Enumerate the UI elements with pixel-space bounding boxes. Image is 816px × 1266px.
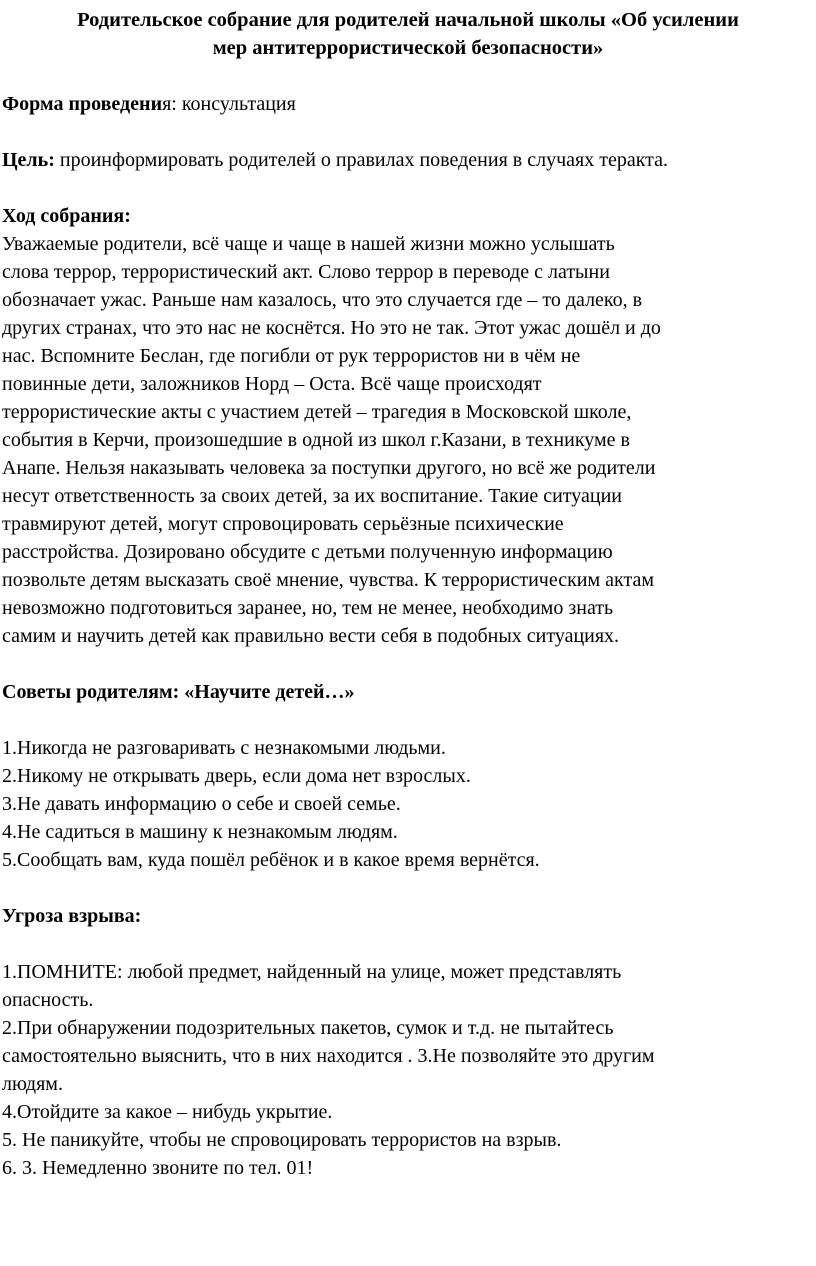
- course-line: невозможно подготовиться заранее, но, тем не менее, необходимо знать: [2, 597, 614, 619]
- course-line: несут ответственность за своих детей, за их воспитание. Такие ситуации: [2, 485, 622, 507]
- course-line: события в Керчи, произошедшие в одной из школ г.Казани, в техникуме в: [2, 429, 630, 451]
- course-line: расстройства. Дозировано обсудите с детьми полученную информацию: [2, 541, 613, 563]
- threat-list: [2, 958, 814, 1182]
- advice-list: [2, 734, 814, 874]
- course-line: террористические акты с участием детей – трагедия в Московской школе,: [2, 401, 632, 423]
- course-line: нас. Вспомните Беслан, где погибли от рук террористов ни в чём не: [2, 345, 581, 367]
- course-line: позвольте детям высказать своё мнение, чувства. К террористическим актам: [2, 569, 655, 591]
- form-value: я: консультация: [162, 93, 296, 115]
- goal-paragraph: [2, 146, 814, 174]
- course-line: слова террор, террористический акт. Слово террор в переводе с латыни: [2, 261, 610, 283]
- goal-label: Цель:: [2, 149, 55, 171]
- advice-heading: Советы родителям: «Научите детей…»: [2, 681, 355, 703]
- course-body: [2, 230, 814, 650]
- title-line-1: Родительское собрание для родителей начальной школы «Об усилении: [77, 9, 739, 31]
- list-item: опасность.: [2, 989, 94, 1011]
- list-item: 2.Никому не открывать дверь, если дома нет взрослых.: [2, 765, 471, 787]
- list-item: 4.Отойдите за какое – нибудь укрытие.: [2, 1101, 333, 1123]
- list-item: самостоятельно выяснить, что в них находится . 3.Не позволяйте это другим: [2, 1045, 655, 1067]
- list-item: 1.Никогда не разговаривать с незнакомыми людьми.: [2, 737, 446, 759]
- form-paragraph: [2, 90, 814, 118]
- list-item: людям.: [2, 1073, 63, 1095]
- course-heading: Ход собрания:: [2, 205, 131, 227]
- course-line: Уважаемые родители, всё чаще и чаще в нашей жизни можно услышать: [2, 233, 615, 255]
- course-line: других странах, что это нас не коснётся. Но это не так. Этот ужас дошёл и до: [2, 317, 661, 339]
- course-line: обозначает ужас. Раньше нам казалось, что это случается где – то далеко, в: [2, 289, 643, 311]
- list-item: 4.Не садиться в машину к незнакомым людям.: [2, 821, 398, 843]
- goal-text: проинформировать родителей о правилах поведения в случаях теракта.: [54, 149, 669, 171]
- list-item: 6. 3. Немедленно звоните по тел. 01!: [2, 1157, 314, 1179]
- course-line: повинные дети, заложников Норд – Оста. Всё чаще происходят: [2, 373, 542, 395]
- course-line: самим и научить детей как правильно вести себя в подобных ситуациях.: [2, 625, 620, 647]
- list-item: 3.Не давать информацию о себе и своей семье.: [2, 793, 401, 815]
- list-item: 5. Не паникуйте, чтобы не спровоцировать террористов на взрыв.: [2, 1129, 562, 1151]
- document-title: [2, 6, 814, 62]
- list-item: 1.ПОМНИТЕ: любой предмет, найденный на улице, может представлять: [2, 961, 622, 983]
- course-line: Анапе. Нельзя наказывать человека за поступки другого, но всё же родители: [2, 457, 656, 479]
- form-label: Форма проведени: [2, 93, 163, 115]
- list-item: 2.При обнаружении подозрительных пакетов, сумок и т.д. не пытайтесь: [2, 1017, 614, 1039]
- list-item: 5.Сообщать вам, куда пошёл ребёнок и в какое время вернётся.: [2, 849, 540, 871]
- threat-heading: Угроза взрыва:: [2, 905, 142, 927]
- course-line: травмируют детей, могут спровоцировать серьёзные психические: [2, 513, 564, 535]
- title-line-2: мер антитеррористической безопасности»: [212, 37, 604, 59]
